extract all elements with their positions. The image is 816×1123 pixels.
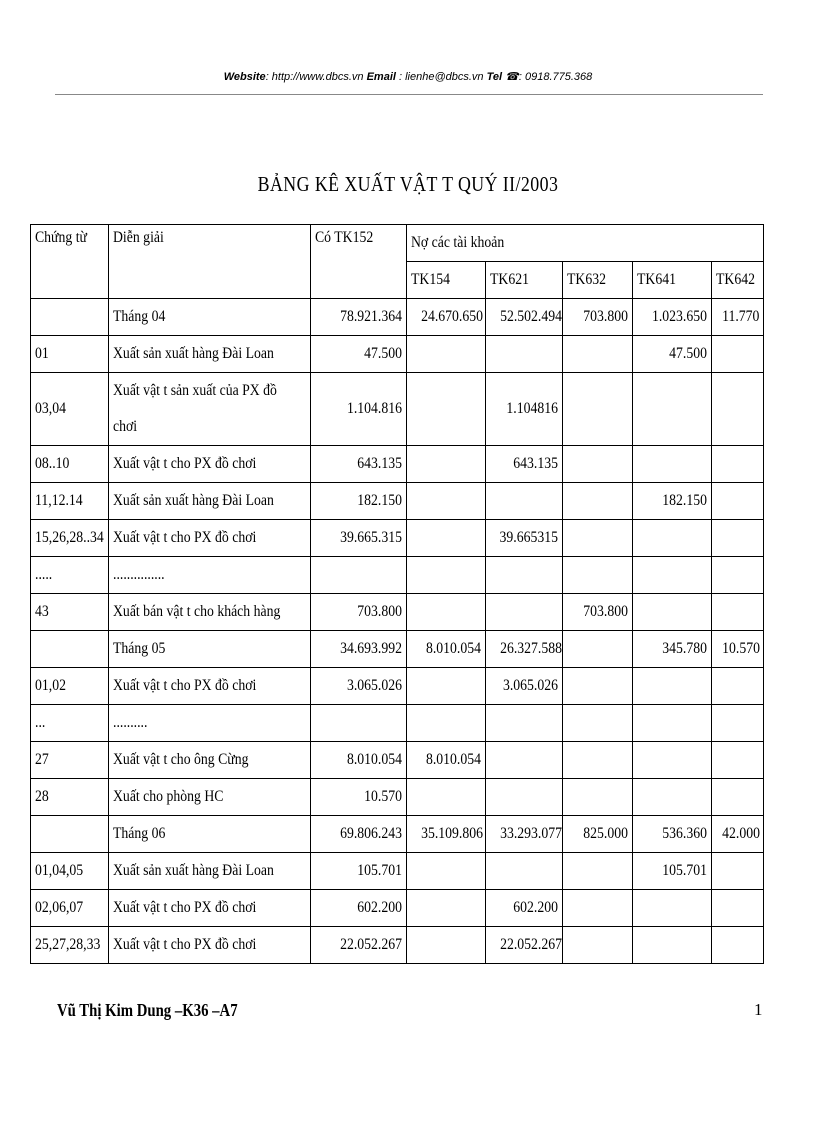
table-row (31, 446, 764, 483)
cell-tk641 (633, 742, 712, 779)
table-row (31, 853, 764, 890)
cell-tk154: 8.010.054 (407, 742, 486, 779)
table-row (31, 336, 764, 373)
cell-tk632 (563, 853, 633, 890)
cell-co-tk152: 105.701 (311, 853, 407, 890)
cell-tk641 (633, 557, 712, 594)
cell-chung-tu: 01,04,05 (31, 853, 109, 890)
cell-tk641: 105.701 (633, 853, 712, 890)
cell-tk621: 22.052.267 (486, 927, 563, 964)
cell-co-tk152: 22.052.267 (311, 927, 407, 964)
cell-chung-tu: 15,26,28..34 (31, 520, 109, 557)
cell-tk154 (407, 853, 486, 890)
table-row (31, 890, 764, 927)
cell-tk642 (712, 557, 764, 594)
cell-tk641 (633, 373, 712, 446)
cell-tk632 (563, 520, 633, 557)
table-row (31, 742, 764, 779)
cell-tk621 (486, 742, 563, 779)
cell-tk154 (407, 336, 486, 373)
cell-chung-tu: 43 (31, 594, 109, 631)
footer-author: Vũ Thị Kim Dung –K36 –A7 (57, 1000, 238, 1020)
cell-co-tk152: 47.500 (311, 336, 407, 373)
cell-chung-tu: 01,02 (31, 668, 109, 705)
cell-dien-giai: Xuất bán vật t cho khách hàng (109, 594, 311, 631)
cell-tk632 (563, 668, 633, 705)
cell-tk642 (712, 927, 764, 964)
cell-chung-tu (31, 816, 109, 853)
table-row (31, 816, 764, 853)
cell-tk621: 52.502.494 (486, 299, 563, 336)
page-header (0, 70, 816, 83)
cell-tk621: 602.200 (486, 890, 563, 927)
cell-dien-giai: Xuất vật t cho ông Cừng (109, 742, 311, 779)
cell-tk621 (486, 483, 563, 520)
cell-dien-giai: Tháng 06 (109, 816, 311, 853)
cell-dien-giai: Xuất sản xuất hàng Đài Loan (109, 853, 311, 890)
material-issue-table (30, 224, 764, 964)
cell-tk642 (712, 446, 764, 483)
cell-tk632 (563, 446, 633, 483)
cell-tk154 (407, 594, 486, 631)
cell-tk642 (712, 742, 764, 779)
cell-tk641 (633, 705, 712, 742)
cell-tk632: 703.800 (563, 594, 633, 631)
website-label: Website (223, 71, 266, 83)
cell-tk154 (407, 890, 486, 927)
table-body (31, 299, 764, 964)
cell-tk621 (486, 336, 563, 373)
cell-tk154 (407, 373, 486, 446)
cell-tk632 (563, 373, 633, 446)
header-tk632: TK632 (563, 262, 633, 299)
cell-tk641 (633, 927, 712, 964)
cell-dien-giai: Xuất vật t cho PX đồ chơi (109, 446, 311, 483)
header-tk642: TK642 (712, 262, 764, 299)
cell-tk642 (712, 594, 764, 631)
cell-chung-tu: 11,12.14 (31, 483, 109, 520)
cell-tk154: 24.670.650 (407, 299, 486, 336)
cell-tk621 (486, 557, 563, 594)
cell-tk632 (563, 483, 633, 520)
header-tk154: TK154 (407, 262, 486, 299)
cell-tk641: 47.500 (633, 336, 712, 373)
cell-co-tk152: 602.200 (311, 890, 407, 927)
cell-tk641 (633, 594, 712, 631)
cell-tk642 (712, 705, 764, 742)
table-row (31, 299, 764, 336)
cell-tk642 (712, 890, 764, 927)
cell-tk621: 643.135 (486, 446, 563, 483)
header-no-group: Nợ các tài khoản (407, 225, 764, 262)
cell-co-tk152: 78.921.364 (311, 299, 407, 336)
cell-co-tk152: 8.010.054 (311, 742, 407, 779)
cell-co-tk152: 3.065.026 (311, 668, 407, 705)
footer-page-number: 1 (754, 1000, 763, 1019)
cell-tk154 (407, 668, 486, 705)
cell-tk621: 33.293.077 (486, 816, 563, 853)
cell-dien-giai: Xuất sản xuất hàng Đài Loan (109, 483, 311, 520)
cell-co-tk152 (311, 705, 407, 742)
cell-tk154 (407, 557, 486, 594)
cell-tk642 (712, 668, 764, 705)
cell-tk632 (563, 742, 633, 779)
cell-dien-giai: Xuất sản xuất hàng Đài Loan (109, 336, 311, 373)
cell-tk632 (563, 927, 633, 964)
cell-co-tk152: 703.800 (311, 594, 407, 631)
table-row (31, 779, 764, 816)
cell-chung-tu: 27 (31, 742, 109, 779)
header-chung-tu: Chứng từ (31, 225, 109, 299)
table-row (31, 668, 764, 705)
table-row (31, 483, 764, 520)
cell-dien-giai: Xuất vật t cho PX đồ chơi (109, 668, 311, 705)
cell-co-tk152: 34.693.992 (311, 631, 407, 668)
cell-dien-giai: Xuất cho phòng HC (109, 779, 311, 816)
cell-tk641: 345.780 (633, 631, 712, 668)
cell-tk154 (407, 483, 486, 520)
cell-tk154 (407, 705, 486, 742)
cell-chung-tu: 25,27,28,33 (31, 927, 109, 964)
cell-tk632 (563, 557, 633, 594)
header-divider (55, 94, 763, 95)
cell-tk641 (633, 668, 712, 705)
cell-chung-tu: 03,04 (31, 373, 109, 446)
cell-co-tk152: 1.104.816 (311, 373, 407, 446)
cell-dien-giai: Tháng 05 (109, 631, 311, 668)
cell-tk642: 42.000 (712, 816, 764, 853)
header-tk641: TK641 (633, 262, 712, 299)
cell-co-tk152 (311, 557, 407, 594)
table-row (31, 594, 764, 631)
cell-tk621: 3.065.026 (486, 668, 563, 705)
cell-tk621: 26.327.588 (486, 631, 563, 668)
cell-tk642: 11.770 (712, 299, 764, 336)
cell-tk632 (563, 336, 633, 373)
tel-label: Tel (486, 71, 503, 83)
cell-tk642 (712, 520, 764, 557)
cell-dien-giai: Tháng 04 (109, 299, 311, 336)
page-title: BẢNG KÊ XUẤT VẬT T QUÝ II/2003 (257, 172, 559, 196)
cell-tk642 (712, 483, 764, 520)
header-co-tk152: Có TK152 (311, 225, 407, 299)
cell-dien-giai: Xuất vật t cho PX đồ chơi (109, 520, 311, 557)
cell-tk641: 1.023.650 (633, 299, 712, 336)
email-value: : lienhe@dbcs.vn (399, 71, 484, 83)
cell-chung-tu: 08..10 (31, 446, 109, 483)
website-value: : http://www.dbcs.vn (265, 71, 364, 83)
cell-tk154 (407, 927, 486, 964)
cell-dien-giai: ............... (109, 557, 311, 594)
cell-tk621: 1.104816 (486, 373, 563, 446)
cell-chung-tu: 02,06,07 (31, 890, 109, 927)
tel-value: ☎: 0918.775.368 (505, 71, 593, 83)
table-row (31, 557, 764, 594)
cell-tk154 (407, 446, 486, 483)
cell-co-tk152: 643.135 (311, 446, 407, 483)
cell-co-tk152: 182.150 (311, 483, 407, 520)
cell-dien-giai: Xuất vật t sản xuất của PX đồ chơi (109, 373, 311, 446)
table-row (31, 927, 764, 964)
cell-tk632: 703.800 (563, 299, 633, 336)
cell-tk642 (712, 336, 764, 373)
cell-tk632 (563, 705, 633, 742)
cell-tk641 (633, 779, 712, 816)
cell-tk621 (486, 853, 563, 890)
cell-chung-tu: ..... (31, 557, 109, 594)
cell-dien-giai: Xuất vật t cho PX đồ chơi (109, 927, 311, 964)
header-dien-giai: Diễn giải (109, 225, 311, 299)
cell-co-tk152: 69.806.243 (311, 816, 407, 853)
cell-chung-tu (31, 299, 109, 336)
cell-tk632: 825.000 (563, 816, 633, 853)
table-row (31, 705, 764, 742)
cell-tk642 (712, 779, 764, 816)
table-row (31, 520, 764, 557)
cell-co-tk152: 39.665.315 (311, 520, 407, 557)
cell-tk632 (563, 890, 633, 927)
cell-tk621: 39.665315 (486, 520, 563, 557)
email-label: Email (366, 71, 396, 83)
cell-tk642 (712, 853, 764, 890)
cell-tk621 (486, 705, 563, 742)
cell-tk642 (712, 373, 764, 446)
cell-tk621 (486, 594, 563, 631)
cell-tk154: 35.109.806 (407, 816, 486, 853)
cell-tk632 (563, 779, 633, 816)
cell-tk641 (633, 520, 712, 557)
cell-chung-tu: 28 (31, 779, 109, 816)
cell-dien-giai: .......... (109, 705, 311, 742)
table-row (31, 373, 764, 446)
cell-tk642: 10.570 (712, 631, 764, 668)
cell-tk632 (563, 631, 633, 668)
cell-tk621 (486, 779, 563, 816)
cell-tk154: 8.010.054 (407, 631, 486, 668)
cell-tk641: 182.150 (633, 483, 712, 520)
cell-tk154 (407, 779, 486, 816)
cell-tk641 (633, 446, 712, 483)
table-row (31, 631, 764, 668)
table-header-row (31, 225, 764, 262)
header-tk621: TK621 (486, 262, 563, 299)
cell-tk154 (407, 520, 486, 557)
cell-co-tk152: 10.570 (311, 779, 407, 816)
cell-chung-tu: 01 (31, 336, 109, 373)
cell-chung-tu (31, 631, 109, 668)
cell-tk641 (633, 890, 712, 927)
cell-dien-giai: Xuất vật t cho PX đồ chơi (109, 890, 311, 927)
cell-tk641: 536.360 (633, 816, 712, 853)
cell-chung-tu: ... (31, 705, 109, 742)
